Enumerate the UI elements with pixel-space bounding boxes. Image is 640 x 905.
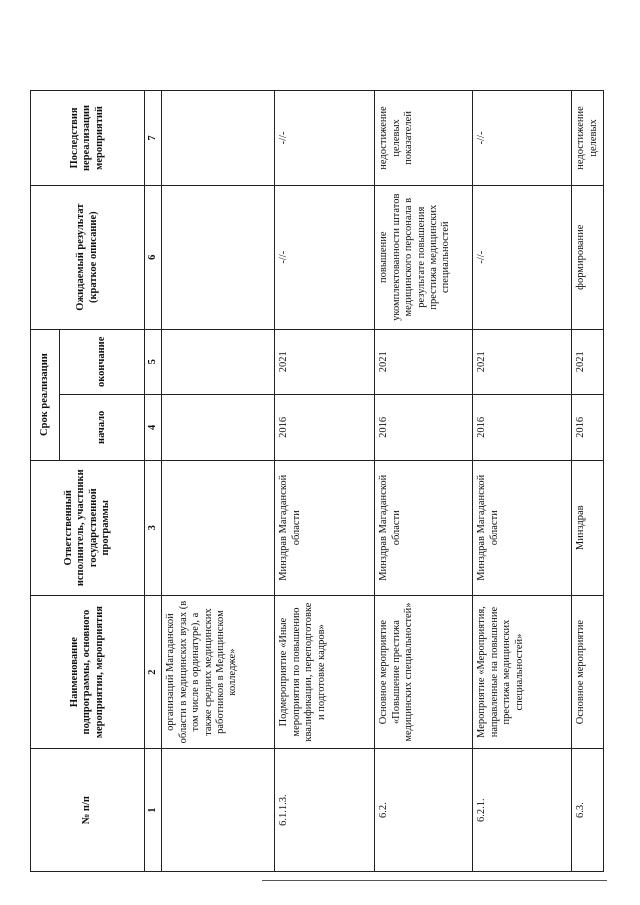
column-number: 7 <box>145 91 162 186</box>
row-executor: Минздрав Магаданской области <box>473 460 572 595</box>
header-name: Наименование подпрограммы, основного мероприятия, мероприятия <box>31 595 145 748</box>
header-number: № п/п <box>31 749 145 872</box>
row-executor: Минздрав Магаданской области <box>275 460 375 595</box>
row-consequences: недостижение целевых <box>572 91 604 186</box>
table-row <box>162 91 275 872</box>
row-number <box>162 749 275 872</box>
row-executor <box>162 460 275 595</box>
header-executor: Ответственный исполнитель, участники государственной программы <box>31 460 145 595</box>
row-result: -//- <box>473 185 572 329</box>
row-number: 6.2. <box>375 749 473 872</box>
column-number: 2 <box>145 595 162 748</box>
row-number: 6.2.1. <box>473 749 572 872</box>
rotated-table-sheet <box>30 90 599 872</box>
row-consequences <box>162 91 275 186</box>
column-number-row <box>145 91 162 872</box>
row-number: 6.1.1.3. <box>275 749 375 872</box>
row-end: 2021 <box>375 329 473 395</box>
row-start: 2016 <box>473 395 572 461</box>
row-name: Подмероприятие «Иные мероприятия по повышению квалификации, переподготовке и подготовке кадров» <box>275 595 375 748</box>
row-consequences: -//- <box>473 91 572 186</box>
column-number: 5 <box>145 329 162 395</box>
program-table <box>30 90 604 872</box>
header-result: Ожидаемый результат (краткое описание) <box>31 185 145 329</box>
header-start: начало <box>60 395 145 461</box>
row-result: повышение укомплектованности штатов медицинского персонала в результате повышения престижа медицинских специальностей <box>375 185 473 329</box>
row-consequences: недостижение целевых показателей <box>375 91 473 186</box>
column-number: 6 <box>145 185 162 329</box>
table-row <box>473 91 572 872</box>
row-result <box>162 185 275 329</box>
table-row <box>375 91 473 872</box>
row-start: 2016 <box>275 395 375 461</box>
row-start: 2016 <box>572 395 604 461</box>
row-number: 6.3. <box>572 749 604 872</box>
row-end: 2021 <box>275 329 375 395</box>
row-start <box>162 395 275 461</box>
row-result: формирование <box>572 185 604 329</box>
header-consequences: Последствия нереализации мероприятий <box>31 91 145 186</box>
header-end: окончание <box>60 329 145 395</box>
row-name: Основное мероприятие «Повышение престижа медицинских специальностей» <box>375 595 473 748</box>
row-end: 2021 <box>473 329 572 395</box>
table-row <box>275 91 375 872</box>
column-number: 1 <box>145 749 162 872</box>
row-executor: Минздрав Магаданской области <box>375 460 473 595</box>
row-start: 2016 <box>375 395 473 461</box>
table-row <box>572 91 604 872</box>
row-name: Мероприятие «Мероприятия, направленные на повышение престижа медицинских специальностей» <box>473 595 572 748</box>
row-end: 2021 <box>572 329 604 395</box>
row-name: Основное мероприятие <box>572 595 604 748</box>
page-bottom-rule <box>262 880 607 881</box>
column-number: 3 <box>145 460 162 595</box>
row-consequences: -//- <box>275 91 375 186</box>
row-end <box>162 329 275 395</box>
header-period: Срок реализации <box>31 329 60 460</box>
row-executor: Минздрав <box>572 460 604 595</box>
column-number: 4 <box>145 395 162 461</box>
row-result: -//- <box>275 185 375 329</box>
row-name: организаций Магаданской области в медицинских вузах (в том числе в ординатуре), а также средних медицинских работников в Медицинском колледже» <box>162 595 275 748</box>
header-row-1 <box>31 91 60 872</box>
